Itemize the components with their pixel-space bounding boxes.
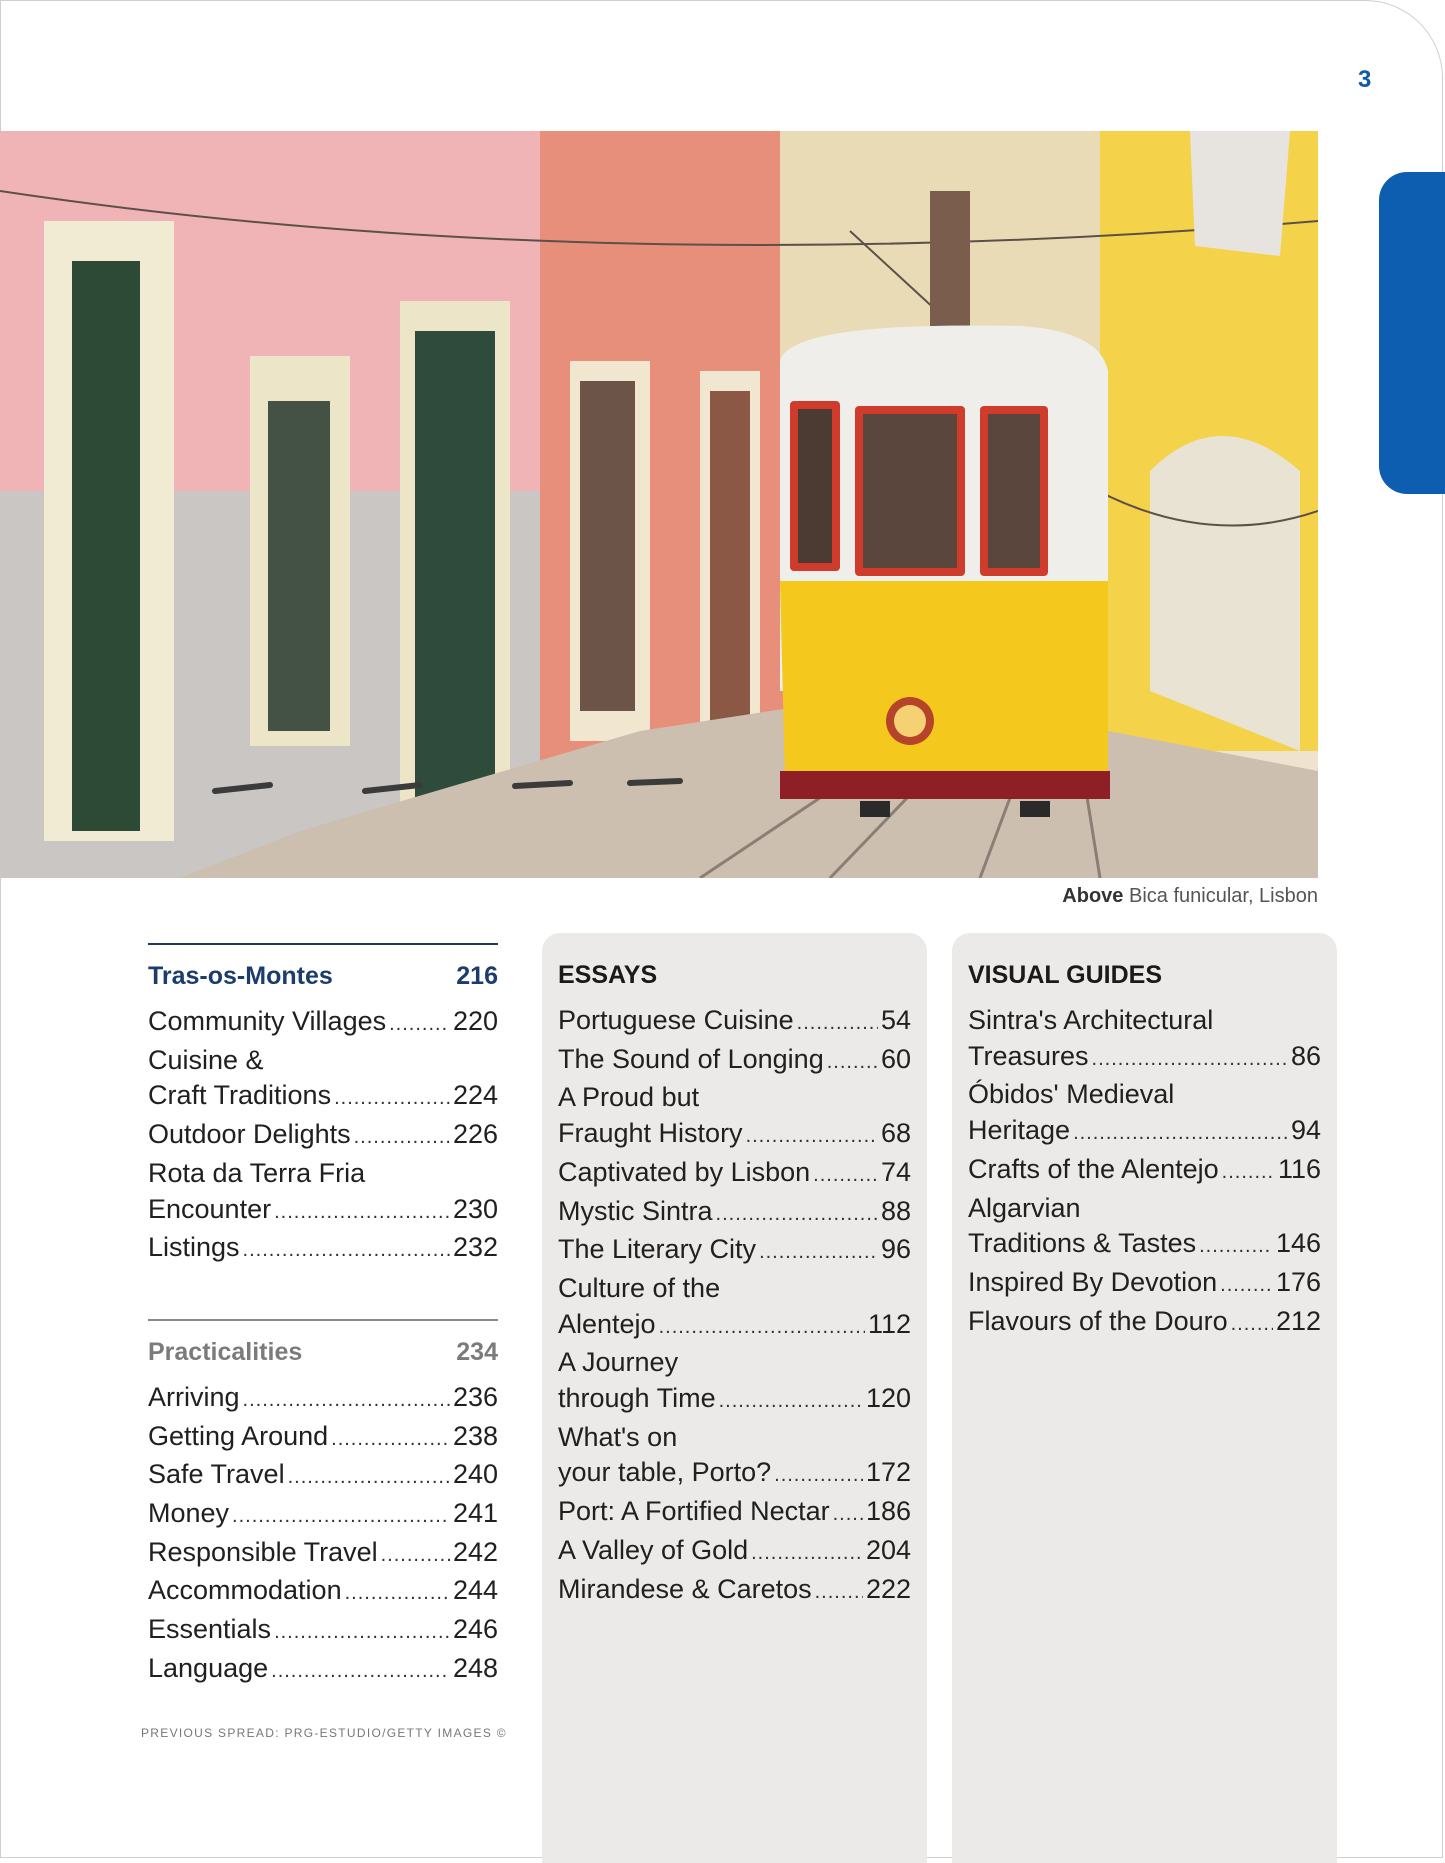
section-title: Tras-os-Montes [148,962,333,990]
toc-entry-page: 54 [880,1005,911,1035]
toc-entry-title: A Journey [558,1347,679,1378]
photo-credit: PREVIOUS SPREAD: PRG-ESTUDIO/GETTY IMAGES © [141,1726,507,1740]
toc-entry-title: Portuguese Cuisine [558,1005,794,1035]
dot-leader [1199,1229,1273,1265]
toc-entry-title: Craft Traditions [148,1080,332,1111]
toc-entry-title: Rota da Terra Fria [148,1157,366,1188]
toc-entry[interactable] [148,1004,498,1043]
dot-leader [827,1045,878,1081]
toc-entry-title: Listings [148,1232,240,1263]
toc-entry-title: Treasures [968,1040,1089,1071]
toc-entry[interactable] [968,1226,1321,1265]
dot-leader [243,1233,450,1269]
section-heading-tras-os-montes[interactable] [148,962,498,991]
toc-entry-page: 226 [452,1119,498,1150]
dot-leader [1220,1268,1273,1304]
visual-guides-panel [952,933,1337,1863]
toc-entry-page: 96 [880,1234,911,1265]
toc-entry-page: 68 [880,1118,911,1149]
toc-entry [968,1077,1321,1113]
toc-entry-title: Money [148,1498,230,1529]
dot-leader [716,1197,878,1233]
toc-entry-page: 238 [452,1420,498,1451]
toc-entry-title: The Literary City [558,1234,757,1265]
section-page: 216 [456,962,498,990]
toc-entry-title: Óbidos' Medieval [968,1079,1175,1110]
toc-entry-title: Mirandese & Caretos [558,1573,812,1604]
toc-entry-page: 222 [865,1573,911,1604]
dot-leader [797,1006,878,1042]
toc-entry-page: 112 [867,1308,911,1339]
toc-entry-page: 86 [1290,1040,1321,1071]
dot-leader [381,1538,450,1574]
toc-entry-page: 241 [452,1498,498,1529]
toc-list-visual-guides [968,1003,1321,1342]
dot-leader [354,1120,450,1156]
essays-panel [542,933,927,1863]
toc-entry[interactable] [558,1232,911,1271]
toc-entry[interactable] [558,1572,911,1611]
toc-entry-title: A Proud but [558,1082,700,1113]
toc-entry[interactable] [558,1307,911,1346]
essays-heading: ESSAYS [558,961,658,989]
toc-entry-page: 232 [452,1232,498,1263]
dot-leader [746,1119,878,1155]
toc-entry-title: Mystic Sintra [558,1195,713,1226]
toc-entry[interactable] [148,1117,498,1156]
hero-photo [0,131,1318,878]
section-page: 234 [456,1337,498,1366]
dot-leader [334,1081,450,1117]
dot-leader [274,1615,450,1651]
toc-entry-title: Outdoor Delights [148,1119,351,1150]
dot-leader [243,1383,450,1419]
toc-entry-page: 146 [1275,1228,1321,1259]
toc-entry[interactable] [148,1419,498,1458]
toc-entry-page: 248 [452,1652,498,1683]
toc-entry-page: 88 [880,1195,911,1226]
toc-entry[interactable] [148,1496,498,1535]
toc-entry-title: Captivated by Lisbon [558,1156,811,1187]
toc-entry[interactable] [148,1573,498,1612]
page-number: 3 [1358,66,1372,93]
toc-entry-title: Traditions & Tastes [968,1228,1197,1259]
toc-entry-page: 242 [452,1536,498,1567]
dot-leader [389,1007,450,1043]
toc-entry[interactable] [558,1155,911,1194]
toc-entry-title: Encounter [148,1193,272,1224]
toc-entry-title: Fraught History [558,1118,743,1149]
toc-entry[interactable] [558,1194,911,1233]
dot-leader [751,1536,863,1572]
dot-leader [271,1654,450,1690]
toc-entry-page: 116 [1277,1153,1321,1184]
dot-leader [1222,1155,1275,1191]
toc-entry-page: 120 [865,1383,911,1414]
toc-entry[interactable] [968,1265,1321,1304]
section-title: Practicalities [148,1337,303,1366]
toc-entry[interactable] [968,1304,1321,1343]
toc-entry[interactable] [148,1612,498,1651]
dot-leader [288,1460,450,1496]
toc-entry-title: Responsible Travel [148,1536,378,1567]
toc-entry[interactable] [968,1152,1321,1191]
dot-leader [1092,1042,1288,1078]
toc-entry[interactable] [148,1535,498,1574]
toc-entry [148,1043,498,1079]
toc-entry-title: Crafts of the Alentejo [968,1153,1219,1184]
dot-leader [331,1422,450,1458]
toc-entry[interactable] [148,1078,498,1117]
toc-entry-title: your table, Porto? [558,1457,772,1488]
toc-entry [558,1345,911,1381]
toc-entry[interactable] [558,1042,911,1081]
toc-entry [968,1003,1321,1039]
funicular-illustration [0,131,1318,878]
toc-entry [968,1191,1321,1227]
toc-entry-title: Inspired By Devotion [968,1266,1218,1297]
toc-entry[interactable] [148,1457,498,1496]
toc-list-practicalities [148,1380,498,1690]
toc-entry-title: through Time [558,1383,716,1414]
toc-entry-page: 246 [452,1614,498,1645]
dot-leader [774,1458,863,1494]
toc-entry-page: 94 [1290,1115,1321,1146]
dot-leader [815,1575,863,1611]
toc-entry-page: 244 [452,1575,498,1606]
toc-entry-page: 176 [1275,1266,1321,1297]
toc-entry[interactable] [558,1116,911,1155]
toc-entry [558,1420,911,1456]
toc-entry[interactable] [558,1533,911,1572]
dot-leader [1231,1307,1273,1343]
dot-leader [1073,1116,1288,1152]
toc-entry[interactable] [558,1381,911,1420]
toc-entry-title: The Sound of Longing [558,1043,824,1074]
toc-entry-title: Safe Travel [148,1459,285,1490]
toc-entry-title: What's on [558,1421,678,1452]
toc-entry[interactable] [148,1192,498,1231]
toc-entry-page: 224 [452,1080,498,1111]
toc-entry-page: 236 [452,1381,498,1412]
dot-leader [659,1310,865,1346]
dot-leader [833,1497,863,1533]
toc-entry-page: 74 [880,1156,911,1187]
toc-entry[interactable] [558,1003,911,1042]
toc-entry-title: Flavours of the Douro [968,1305,1228,1336]
toc-entry-title: Accommodation [148,1575,342,1606]
toc-entry-page: 172 [865,1457,911,1488]
toc-entry-title: A Valley of Gold [558,1534,749,1565]
toc-entry[interactable] [558,1455,911,1494]
chapter-tab [1379,172,1445,494]
toc-entry-title: Heritage [968,1115,1071,1146]
toc-entry-page: 240 [452,1459,498,1490]
toc-entry-title: Algarvian [968,1192,1081,1223]
section-divider [148,943,498,945]
section-heading-practicalities[interactable] [148,1338,498,1367]
toc-entry-title: Community Villages [148,1006,387,1036]
toc-entry-page: 60 [880,1043,911,1074]
dot-leader [232,1499,450,1535]
toc-entry-title: Port: A Fortified Nectar [558,1496,830,1527]
dot-leader [813,1158,878,1194]
dot-leader [345,1576,450,1612]
toc-entry-title: Essentials [148,1614,272,1645]
dot-leader [274,1195,450,1231]
toc-entry-title: Getting Around [148,1420,329,1451]
toc-entry [558,1080,911,1116]
toc-entry-title: Alentejo [558,1308,656,1339]
toc-entry[interactable] [148,1651,498,1690]
section-divider [148,1319,498,1321]
toc-entry[interactable] [968,1039,1321,1078]
toc-entry-title: Arriving [148,1381,240,1412]
toc-entry-title: Culture of the [558,1272,721,1303]
toc-entry [148,1156,498,1192]
toc-entry-page: 204 [865,1534,911,1565]
toc-entry-page: 220 [452,1006,498,1036]
toc-entry[interactable] [148,1380,498,1419]
toc-entry[interactable] [968,1113,1321,1152]
toc-entry[interactable] [148,1230,498,1269]
dot-leader [719,1384,863,1420]
toc-entry-page: 186 [865,1496,911,1527]
toc-list-essays [558,1003,911,1610]
visual-guides-heading: VISUAL GUIDES [968,961,1163,989]
toc-entry[interactable] [558,1494,911,1533]
toc-entry-title: Sintra's Architectural [968,1005,1214,1035]
photo-caption: Above Bica funicular, Lisbon [1062,885,1318,907]
toc-entry-title: Language [148,1652,269,1683]
toc-list-tras-os-montes [148,1004,498,1269]
toc-entry-page: 230 [452,1193,498,1224]
toc-entry-title: Cuisine & [148,1044,264,1075]
toc-left-column [148,943,498,1690]
toc-entry [558,1271,911,1307]
toc-entry-page: 212 [1275,1305,1321,1336]
dot-leader [759,1235,878,1271]
